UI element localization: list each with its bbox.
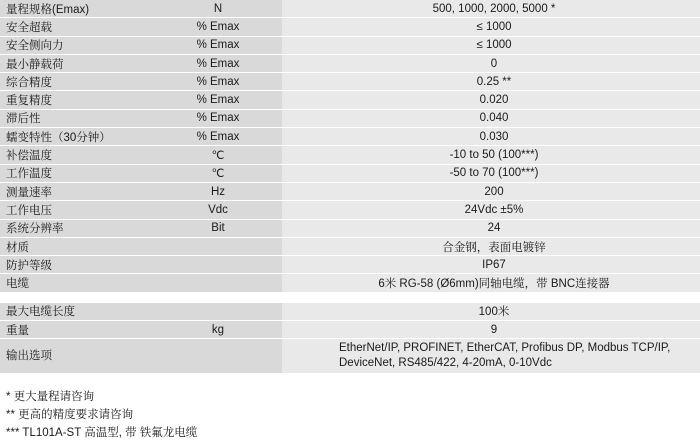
- row-value: 0.020: [282, 91, 700, 109]
- row-label: 工作温度: [0, 164, 154, 182]
- row-value: 0: [282, 54, 700, 72]
- row-label: 防护等级: [0, 256, 154, 274]
- row-value: 500, 1000, 2000, 5000 *: [282, 0, 700, 18]
- table-row: [0, 128, 700, 146]
- row-value: IP67: [282, 256, 700, 274]
- row-unit: Hz: [154, 182, 282, 200]
- table-row: [0, 0, 700, 18]
- table-spacer: [0, 292, 700, 303]
- table-row: [0, 146, 700, 164]
- row-label: 量程规格(Emax): [0, 0, 154, 18]
- row-label: 蠕变特性（30分钟）: [0, 128, 154, 146]
- spacer-cell: [282, 292, 700, 303]
- row-label: 输出选项: [0, 339, 154, 374]
- footnotes: [0, 388, 700, 442]
- output-options-line-1: EtherNet/IP, PROFINET, EtherCAT, Profibus DP, Modbus TCP/IP,: [339, 341, 671, 354]
- row-value: 6米 RG-58 (Ø6mm)同轴电缆，带 BNC连接器: [282, 274, 700, 292]
- table-row: [0, 182, 700, 200]
- row-value: ≤ 1000: [282, 18, 700, 36]
- row-label: 测量速率: [0, 182, 154, 200]
- row-value: [282, 339, 700, 374]
- row-value: 0.030: [282, 128, 700, 146]
- output-options-line-2: DeviceNet, RS485/422, 4-20mA, 0-10Vdc: [339, 357, 552, 370]
- row-value: 0.25 **: [282, 73, 700, 91]
- row-value: 200: [282, 182, 700, 200]
- table-row: [0, 91, 700, 109]
- row-label: 安全超载: [0, 18, 154, 36]
- row-label: 补偿温度: [0, 146, 154, 164]
- table-row: [0, 274, 700, 292]
- row-value: 0.040: [282, 109, 700, 127]
- footnote-3: *** TL101A-ST 高温型, 带 铁氟龙电缆: [6, 427, 198, 440]
- row-label: 系统分辨率: [0, 219, 154, 237]
- row-value: 9: [282, 321, 700, 339]
- row-unit: Vdc: [154, 201, 282, 219]
- row-unit: % Emax: [154, 36, 282, 54]
- row-label: 安全侧向力: [0, 36, 154, 54]
- table-row: [0, 54, 700, 72]
- table-row: [0, 18, 700, 36]
- row-value: 100米: [282, 303, 700, 321]
- row-unit: % Emax: [154, 18, 282, 36]
- footnote-2: ** 更高的精度要求请咨询: [6, 409, 134, 422]
- row-value: 24Vdc ±5%: [282, 201, 700, 219]
- row-label: 滞后性: [0, 109, 154, 127]
- table-row: [0, 256, 700, 274]
- row-unit: % Emax: [154, 73, 282, 91]
- footnote-1: * 更大量程请咨询: [6, 391, 95, 404]
- row-value: 合金钢，表面电镀锌: [282, 237, 700, 255]
- spacer-cell: [154, 292, 282, 303]
- row-label: 最大电缆长度: [0, 303, 154, 321]
- row-label: 电缆: [0, 274, 154, 292]
- table-row: [0, 109, 700, 127]
- row-value: -10 to 50 (100***): [282, 146, 700, 164]
- row-label: 材质: [0, 237, 154, 255]
- row-value: -50 to 70 (100***): [282, 164, 700, 182]
- row-label: 重量: [0, 321, 154, 339]
- row-unit: ℃: [154, 146, 282, 164]
- row-unit: [154, 237, 282, 255]
- row-unit: Bit: [154, 219, 282, 237]
- row-unit: % Emax: [154, 109, 282, 127]
- table-row: [0, 164, 700, 182]
- table-row: [0, 303, 700, 321]
- row-label: 重复精度: [0, 91, 154, 109]
- table-row: [0, 237, 700, 255]
- table-row: [0, 36, 700, 54]
- row-label: 综合精度: [0, 73, 154, 91]
- row-value: ≤ 1000: [282, 36, 700, 54]
- row-unit: % Emax: [154, 128, 282, 146]
- row-unit: kg: [154, 321, 282, 339]
- table-row: [0, 321, 700, 339]
- row-unit: [154, 256, 282, 274]
- row-unit: [154, 339, 282, 374]
- spacer-cell: [0, 292, 154, 303]
- row-unit: ℃: [154, 164, 282, 182]
- row-unit: [154, 303, 282, 321]
- table-row: [0, 73, 700, 91]
- row-unit: % Emax: [154, 91, 282, 109]
- row-label: 工作电压: [0, 201, 154, 219]
- row-label: 最小静载荷: [0, 54, 154, 72]
- table-row-output-options: [0, 339, 700, 374]
- row-unit: [154, 274, 282, 292]
- table-row: [0, 219, 700, 237]
- row-unit: % Emax: [154, 54, 282, 72]
- row-unit: N: [154, 0, 282, 18]
- table-row: [0, 201, 700, 219]
- row-value: 24: [282, 219, 700, 237]
